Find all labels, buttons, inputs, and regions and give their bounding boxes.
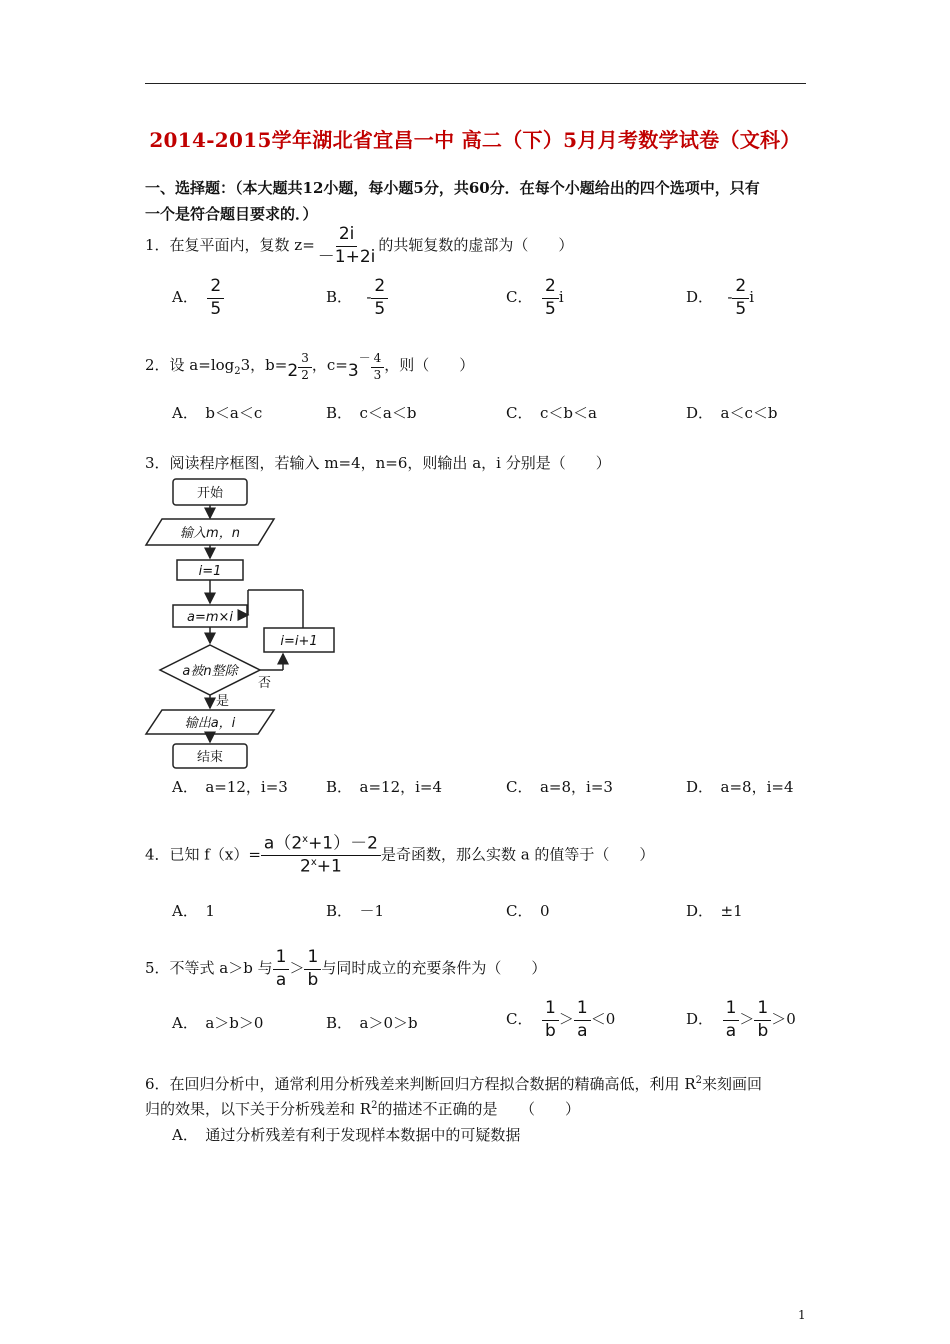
q5-c-fraction-1: [542, 999, 559, 1041]
fraction-numerator: 2: [207, 277, 224, 299]
q4-option-b: B． －1: [326, 902, 385, 920]
q2-option-c: C． c＜b＜a: [506, 404, 597, 422]
greater-than-sign: ＞: [739, 1010, 755, 1029]
flow-assign-label: a=m×i: [186, 610, 234, 625]
q5-fraction-2: [304, 948, 321, 990]
q1-option-a: [172, 277, 224, 319]
flowchart: [140, 474, 345, 774]
q4-fraction: [261, 834, 381, 877]
question-5: [145, 948, 546, 990]
numerator-part: +1）－2: [308, 833, 378, 854]
exponent: x: [310, 857, 317, 869]
q5-option-c: [506, 999, 615, 1041]
power-base: 3: [347, 361, 359, 381]
fraction-denominator: b: [545, 1020, 556, 1041]
q3-option-c: C． a=8，i=3: [506, 778, 613, 796]
q2-option-a: A． b＜a＜c: [172, 404, 263, 422]
q5-d-fraction-2: [754, 999, 771, 1041]
q1-a-fraction: [207, 277, 224, 319]
q3-option-b: B． a=12，i=4: [326, 778, 443, 796]
q3-option-a: A． a=12，i=3: [172, 778, 288, 796]
q1-fraction: [315, 225, 379, 267]
numerator-part: a（2: [263, 833, 303, 854]
flow-start-label: 开始: [196, 486, 224, 501]
q4-fraction-denominator: [297, 856, 345, 877]
section-heading-line1: 一、选择题：（本大题共12小题，每小题5分，共60分．在每个小题给出的四个选项中，只有: [145, 179, 760, 197]
q5-d-fraction-1: [723, 999, 740, 1041]
q5-fraction-1: [273, 948, 290, 990]
fraction-denominator: 5: [374, 298, 386, 319]
q4-text-pre: 4．已知 f（x）=: [145, 845, 261, 864]
denominator-part: 2: [300, 856, 311, 877]
q1-option-c: [506, 277, 564, 319]
fraction-denominator: b: [307, 969, 319, 990]
exponent-denominator: 2: [301, 367, 309, 382]
question-6-line2: [145, 1098, 580, 1119]
flow-increment-label: i=i+1: [280, 634, 318, 649]
fraction-denominator: a: [577, 1020, 588, 1041]
option-label: B．: [326, 288, 353, 307]
superscript: 2: [371, 1100, 378, 1111]
q1-text-post: 的共轭复数的虚部为（ ）: [378, 236, 574, 255]
flow-condition-label: a被n整除: [182, 664, 238, 679]
fraction-numerator: 1: [754, 999, 771, 1021]
q4-option-c: C． 0: [506, 902, 550, 920]
q2-c-exponent: [371, 352, 385, 383]
q3-option-d: D． a=8，i=4: [686, 778, 794, 796]
q1-fraction-denominator: －1+2i: [317, 246, 376, 267]
q1-d-fraction: [732, 277, 749, 319]
q4-text-post: 是奇函数，那么实数 a 的值等于（ ）: [380, 845, 655, 864]
flow-yes-label: 是: [216, 694, 230, 709]
greater-than-sign: ＞: [558, 1010, 574, 1029]
fraction-denominator: b: [757, 1020, 769, 1041]
q1-b-fraction: [371, 277, 388, 319]
q2-option-b: B． c＜a＜b: [326, 404, 417, 422]
question-2: [145, 349, 474, 383]
q4-option-a: A． 1: [172, 902, 215, 920]
power-base: 2: [287, 361, 299, 381]
superscript: 2: [695, 1075, 702, 1086]
q5-option-b: B． a＞0＞b: [326, 1014, 418, 1032]
flow-output-label: 输出a，i: [184, 716, 236, 731]
minus-sign: -: [366, 288, 372, 307]
q4-option-d: D． ±1: [686, 902, 743, 920]
q5-d-text-post: ＞0: [771, 1010, 796, 1029]
question-1: [145, 225, 573, 267]
q6-text: 来刻画回: [701, 1075, 762, 1093]
header-rule: [145, 83, 806, 84]
exponent-sign: －: [358, 351, 371, 365]
q2-option-d: D． a＜c＜b: [686, 404, 778, 422]
imaginary-unit: i: [749, 288, 755, 307]
fraction-numerator: 1: [273, 948, 290, 970]
q1-option-d: [686, 277, 754, 319]
option-label: D．: [686, 288, 714, 307]
fraction-denominator: 5: [545, 298, 556, 319]
fraction-denominator: 5: [210, 298, 222, 319]
q1-option-b: [326, 277, 388, 319]
question-6-line1: [145, 1073, 762, 1094]
exponent-numerator: 3: [298, 352, 312, 368]
q5-option-a: A． a＞b＞0: [172, 1014, 264, 1032]
page-title: 2014-2015学年湖北省宜昌一中 高二（下）5月月考数学试卷（文科）: [149, 128, 801, 152]
greater-than-sign: ＞: [289, 959, 305, 978]
exponent-numerator: 4: [371, 352, 385, 368]
section-heading-line2: 一个是符合题目要求的．）: [145, 205, 318, 223]
q1-text-pre: 1．在复平面内，复数 z=: [145, 236, 315, 255]
q1-fraction-numerator: 2i: [336, 225, 358, 247]
question-3: 3．阅读程序框图，若输入 m=4，n=6，则输出 a，i 分别是（ ）: [145, 454, 611, 472]
q5-c-text-post: ＜0: [590, 1010, 616, 1029]
q2-text-mid1: 3，b=: [240, 356, 288, 374]
fraction-numerator: 1: [304, 948, 321, 970]
q2-text-mid2: ，c=: [311, 356, 348, 374]
flow-init-label: i=1: [198, 564, 222, 579]
option-label: C．: [506, 1010, 533, 1029]
q4-fraction-numerator: [261, 834, 381, 856]
imaginary-unit: i: [558, 288, 564, 307]
exponent-denominator: 3: [373, 367, 382, 382]
flow-no-label: 否: [258, 676, 272, 691]
page-number: 1: [798, 1308, 806, 1322]
q5-c-fraction-2: [574, 999, 591, 1041]
fraction-denominator: a: [275, 969, 287, 990]
fraction-denominator: a: [725, 1020, 737, 1041]
q2-b-exponent: [298, 352, 312, 383]
q2-text-pre: 2．设 a=log: [145, 356, 235, 374]
fraction-numerator: 2: [732, 277, 749, 299]
fraction-numerator: 2: [542, 277, 559, 299]
flow-input-label: 输入m，n: [180, 526, 240, 541]
fraction-numerator: 1: [542, 999, 559, 1021]
q2-text-post: ，则（ ）: [384, 356, 475, 374]
minus-sign: -: [727, 288, 733, 307]
option-label: A．: [172, 288, 198, 307]
q5-option-d: [686, 999, 796, 1041]
flow-end-label: 结束: [196, 750, 224, 765]
fraction-numerator: 1: [574, 999, 591, 1021]
q1-c-fraction: [542, 277, 559, 319]
question-4: [145, 834, 654, 877]
fraction-numerator: 1: [723, 999, 740, 1021]
q5-text-pre: 5．不等式 a＞b 与: [145, 959, 273, 978]
q5-text-post: 与同时成立的充要条件为（ ）: [321, 959, 547, 978]
fraction-numerator: 2: [371, 277, 388, 299]
q6-option-a: A． 通过分析残差有利于发现样本数据中的可疑数据: [172, 1126, 521, 1144]
option-label: C．: [506, 288, 533, 307]
fraction-denominator: 5: [735, 298, 747, 319]
q6-text: 归的效果，以下关于分析残差和 R: [145, 1100, 372, 1118]
option-label: D．: [686, 1010, 714, 1029]
q6-text: 6．在回归分析中，通常利用分析残差来判断回归方程拟合数据的精确高低，利用 R: [145, 1075, 696, 1093]
denominator-part: +1: [316, 856, 342, 877]
log-base: 2: [234, 366, 241, 377]
exponent: x: [302, 834, 309, 845]
q6-text: 的描述不正确的是 （ ）: [377, 1100, 580, 1118]
